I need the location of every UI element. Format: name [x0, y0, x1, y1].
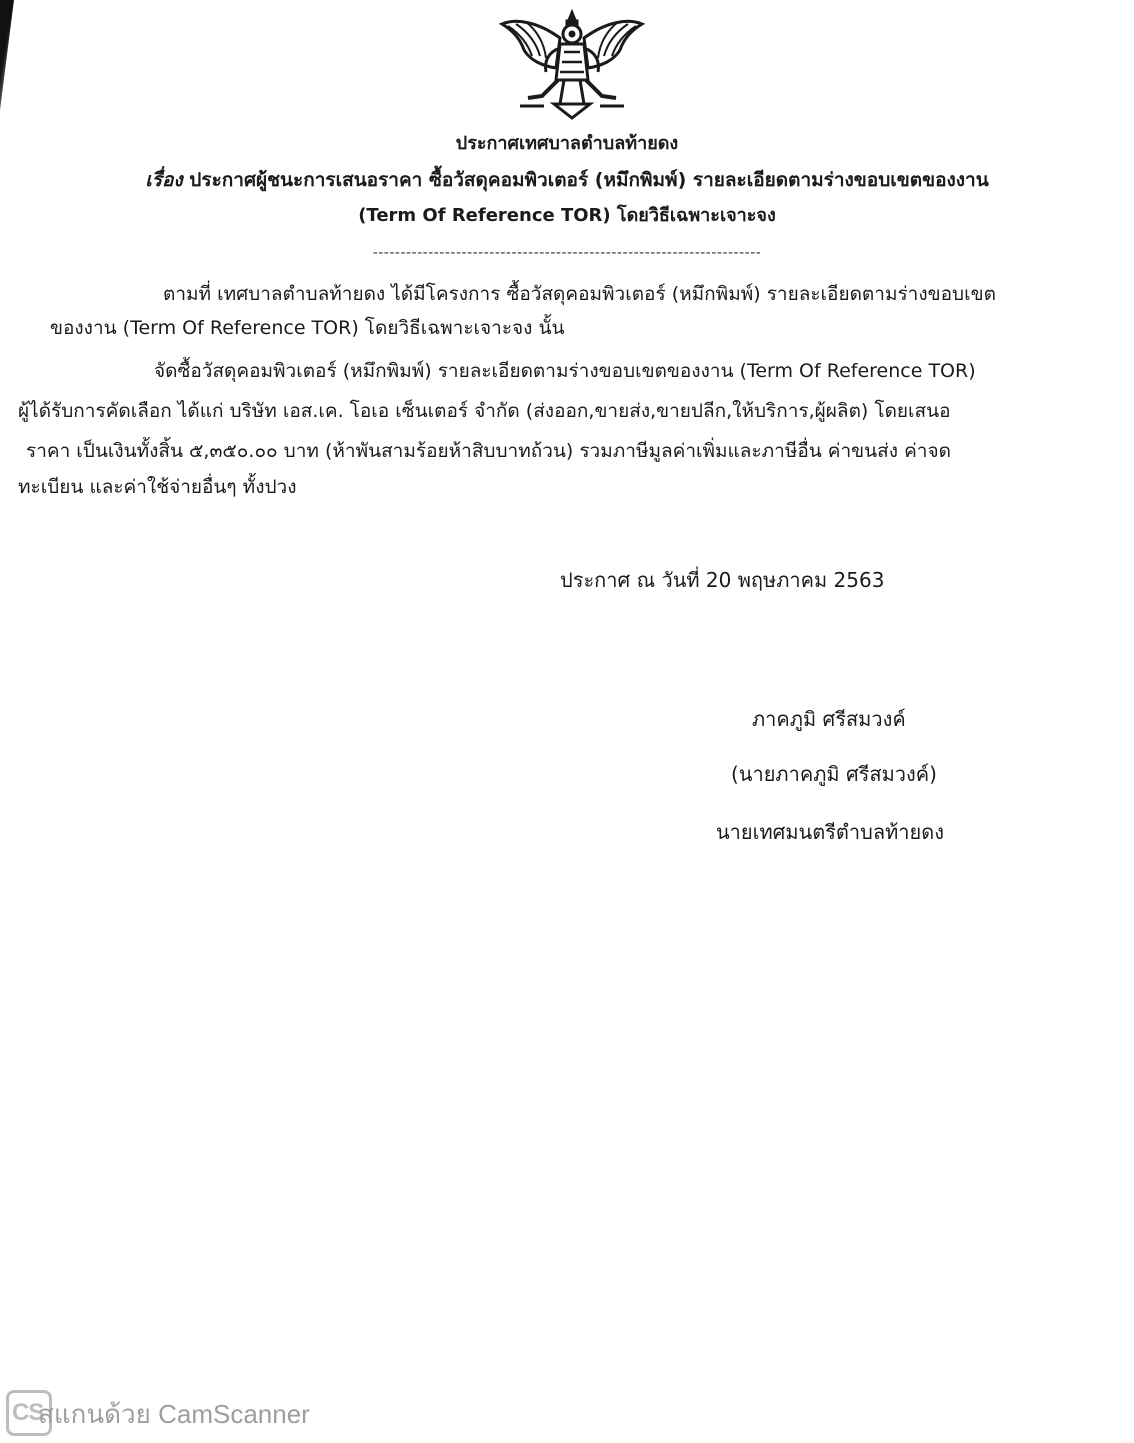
subject-lead: เรื่อง	[145, 169, 183, 191]
body-line: ราคา เป็นเงินทั้งสิ้น ๕,๓๕๐.๐๐ บาท (ห้าพันสามร้อยห้าสิบบาทถ้วน) รวมภาษีมูลค่าเพิ่มและภาษีอื่น ค่าขนส่ง ค่าจด	[26, 440, 951, 462]
separator-line: ----------------------------------------------------------------------	[372, 245, 762, 261]
subject-text: ประกาศผู้ชนะการเสนอราคา ซื้อวัสดุคอมพิวเตอร์ (หมึกพิมพ์) รายละเอียดตามร่างขอบเขตของงาน	[189, 169, 989, 191]
announcement-title: ประกาศเทศบาลตำบลท้ายดง	[455, 133, 679, 154]
signatory-printed-name: (นายภาคภูมิ ศรีสมวงค์)	[731, 762, 937, 786]
announcement-subject	[0, 167, 1134, 193]
announcement-date: ประกาศ ณ วันที่ 20 พฤษภาคม 2563	[560, 568, 885, 592]
camscanner-watermark: สแกนด้วย CamScanner	[38, 1399, 310, 1429]
scan-edge-shadow	[0, 0, 14, 110]
signatory-position: นายเทศมนตรีตำบลท้ายดง	[716, 820, 944, 844]
body-line: ผู้ได้รับการคัดเลือก ได้แก่ บริษัท เอส.เค. โอเอ เซ็นเตอร์ จำกัด (ส่งออก,ขายส่ง,ขายปลีก,ให้บริการ,ผู้ผลิต) โดยเสนอ	[18, 400, 951, 422]
signature-name: ภาคภูมิ ศรีสมวงค์	[752, 707, 906, 731]
body-line: ทะเบียน และค่าใช้จ่ายอื่นๆ ทั้งปวง	[18, 476, 297, 498]
body-line: ของงาน (Term Of Reference TOR) โดยวิธีเฉพาะเจาะจง นั้น	[50, 317, 565, 339]
body-line: จัดซื้อวัสดุคอมพิวเตอร์ (หมึกพิมพ์) รายละเอียดตามร่างขอบเขตของงาน (Term Of Reference TOR)	[154, 360, 976, 382]
announcement-subject-line2: (Term Of Reference TOR) โดยวิธีเฉพาะเจาะจง	[358, 205, 776, 226]
camscanner-logo-icon: CS	[6, 1390, 52, 1436]
garuda-emblem-icon	[498, 8, 646, 120]
body-line: ตามที่ เทศบาลตำบลท้ายดง ได้มีโครงการ ซื้อวัสดุคอมพิวเตอร์ (หมึกพิมพ์) รายละเอียดตามร่างขอบเขต	[163, 283, 996, 305]
